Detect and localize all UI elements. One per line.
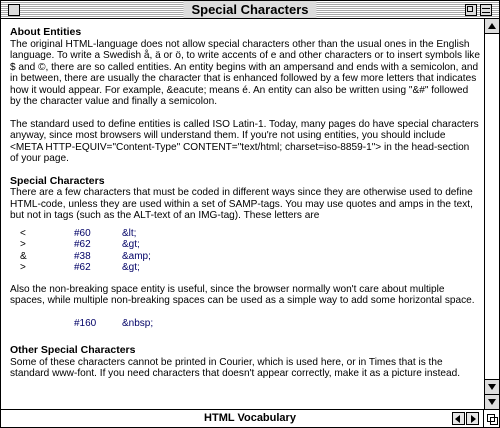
arrow-down-icon xyxy=(488,399,496,405)
entity-row xyxy=(20,251,480,263)
entity-code: #60 xyxy=(74,227,91,239)
collapse-box-icon[interactable] xyxy=(480,4,492,16)
entity-row xyxy=(20,239,480,251)
entity-char: & xyxy=(20,250,27,262)
entity-char: > xyxy=(20,262,26,273)
content-area xyxy=(1,19,484,409)
status-label: HTML Vocabulary xyxy=(204,412,296,424)
section-heading-special-characters: Special Characters xyxy=(10,174,105,187)
entity-char: < xyxy=(20,227,26,239)
paragraph-other-special-characters: Some of these characters cannot be printed in Courier, which is used here, or in Times that is the standard www-font. If you need characters that doesn't appear correctly, make it as a picture instead. xyxy=(10,356,461,379)
vertical-scrollbar[interactable] xyxy=(484,19,500,409)
zoom-box-icon[interactable] xyxy=(465,4,477,16)
entity-code: #38 xyxy=(74,250,91,262)
entity-table xyxy=(20,228,480,274)
section-heading-other-special-characters: Other Special Characters xyxy=(10,344,136,356)
arrow-up-icon xyxy=(488,23,496,29)
entity-name: &amp; xyxy=(122,250,151,262)
entity-code: #62 xyxy=(74,239,91,250)
entity-name: &nbsp; xyxy=(122,317,154,329)
arrow-left-icon xyxy=(455,415,460,423)
window-title: Special Characters xyxy=(183,1,316,18)
entity-code: #160 xyxy=(74,317,97,329)
paragraph-special-characters-1: There are a few characters that must be coded in different ways since they are otherwise used to define HTML-code, unless they are used within a set of SAMP-tags. You may use quotes and amps in the text, but not in tags (such as the ALT-text of an IMG-tag). These letters are xyxy=(10,187,473,221)
entity-name: &lt; xyxy=(122,227,137,239)
arrow-down-icon xyxy=(488,384,496,390)
resize-icon[interactable] xyxy=(483,410,499,427)
next-button[interactable] xyxy=(466,412,479,425)
entity-code: #62 xyxy=(74,262,91,273)
scroll-down-button[interactable] xyxy=(485,379,500,394)
status-bar xyxy=(1,409,499,427)
entity-char: > xyxy=(20,239,26,250)
paragraph-special-characters-2: Also the non-breaking space entity is useful, since the browser normally won't care about multiple spaces, while multiple non-breaking spaces can be used as a simple way to add some horizontal space. xyxy=(10,283,475,306)
paragraph-about-entities-1: The original HTML-language does not allow special characters other than the usual ones in the English language. To write a Swedish å, ä or ö, to write accents of e and other characters or to insert symbols like $ and ©, there are so called entities. An entity begins with an ampersand and ends with a semicolon, and in between, there are usually the character that is enhanced followed by a few more letters that indicates how it would appear. For example, &eacute; means é. An entity can also be written using "&#" followed by the character value and finally a semicolon. xyxy=(10,38,480,107)
entity-name: &gt; xyxy=(122,262,140,273)
entity-row xyxy=(20,318,480,330)
scroll-up-button[interactable] xyxy=(485,19,500,34)
nbsp-entity xyxy=(20,318,480,330)
entity-row xyxy=(20,262,480,274)
entity-name: &gt; xyxy=(122,239,140,250)
section-heading-about-entities: About Entities xyxy=(10,26,82,38)
title-bar[interactable] xyxy=(1,1,499,19)
paragraph-about-entities-2: The standard used to define entities is called ISO Latin-1. Today, many pages do have special characters anyway, since most browsers will understand them. If you're not using entities, you should include <META HTTP-EQUIV="Content-Type" CONTENT="text/html; charset=iso-8859-1"> in the head-section of your page. xyxy=(10,118,479,164)
close-box-icon[interactable] xyxy=(8,4,20,16)
entity-row xyxy=(20,228,480,240)
previous-button[interactable] xyxy=(452,412,465,425)
arrow-right-icon xyxy=(471,415,476,423)
scroll-down-button-secondary[interactable] xyxy=(485,394,500,409)
entity-char xyxy=(20,318,74,330)
